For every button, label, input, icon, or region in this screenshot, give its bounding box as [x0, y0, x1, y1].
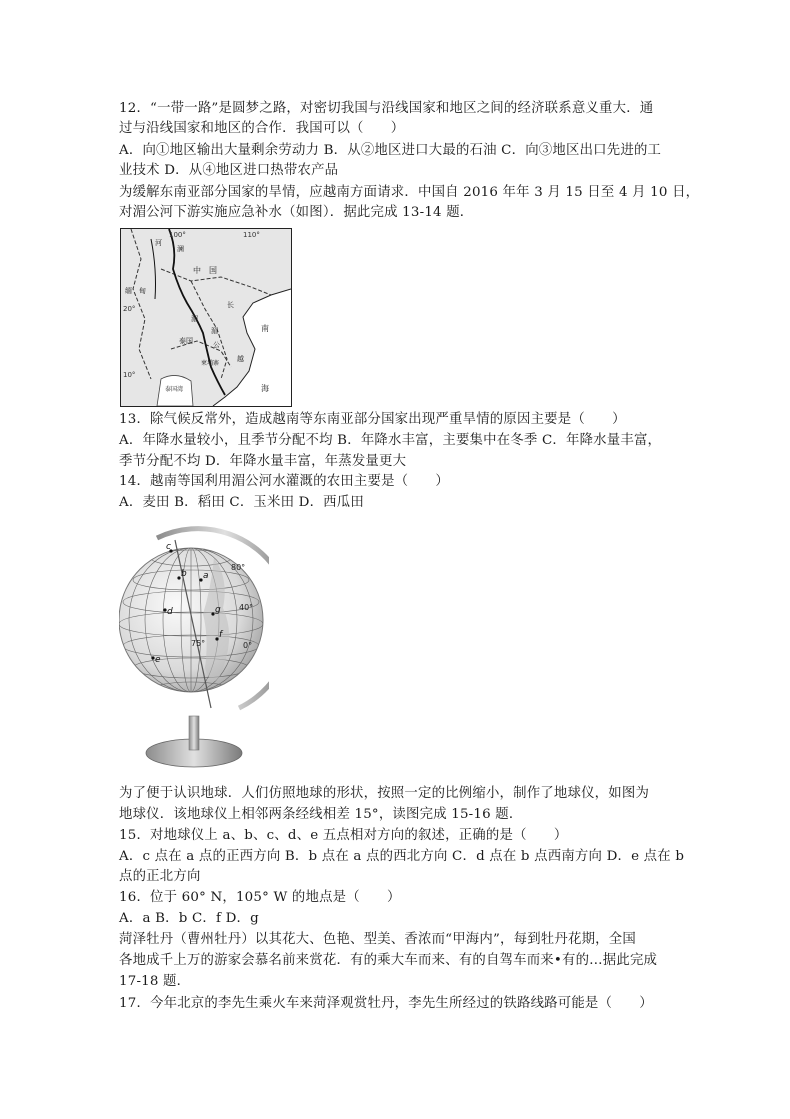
q14-line1: 14．越南等国利用湄公河水灌溉的农田主要是（ ） [119, 474, 450, 489]
label-lancang: 澜 [177, 245, 184, 253]
lon75-label: 75° [191, 639, 206, 648]
q14-line2: A．麦田 B．稻田 C．玉米田 D．西瓜田 [119, 495, 364, 510]
q16-line2: A．a B．b C．f D．g [119, 911, 259, 926]
intro17-line2: 各地成千上万的游家会慕名前来赏花．有的乘大车而来、有的自驾车而来•有的…据此完成 [119, 953, 658, 968]
q12-line1: 12．“一带一路”是圆梦之路，对密切我国与沿线国家和地区之间的经济联系意义重大．通 [119, 101, 654, 116]
label-mekong: 湄 [191, 315, 198, 323]
label-b: b [181, 569, 187, 579]
intro13-line2: 对湄公河下游实施应急补水（如图）．据此完成 13-14 题． [119, 205, 474, 220]
q15-line1: 15．对地球仪上 a、b、c、d、e 五点相对方向的叙述，正确的是（ ） [119, 828, 568, 843]
q17-line1: 17．今年北京的李先生乘火车来菏泽观赏牡丹，李先生所经过的铁路线路可能是（ ） [119, 996, 653, 1011]
mekong-map-figure [120, 228, 292, 407]
label-f: f [219, 630, 223, 640]
lon-100-label: 100° [169, 231, 186, 239]
label-e: e [155, 655, 161, 665]
intro17-line3: 17-18 题． [119, 974, 191, 989]
intro15-line2: 地球仪．该地球仪上相邻两条经线相差 15°，读图完成 15-16 题． [119, 807, 523, 822]
globe-stem [189, 716, 199, 750]
label-thailand: 泰国 [179, 337, 193, 345]
lat-20-label: 20° [123, 305, 136, 313]
lon-110-label: 110° [243, 231, 260, 239]
lat40-label: 40° [239, 603, 254, 612]
label-burma: 缅 甸 [125, 287, 146, 295]
label-china: 中 国 [193, 266, 217, 275]
mekong-map [121, 229, 291, 406]
label-cambodia: 柬埔寨 [201, 360, 220, 367]
q16-line1: 16．位于 60° N，105° W 的地点是（ ） [119, 890, 401, 905]
globe-figure [119, 518, 269, 776]
label-zhao: 湄 [211, 327, 218, 335]
label-a: a [203, 571, 209, 581]
label-gong: 公 [213, 341, 220, 349]
lat0-label: 0° [243, 641, 253, 650]
label-g: g [215, 605, 221, 615]
intro13-line1: 为缓解东南亚部分国家的旱情，应越南方面请求．中国自 2016 年年 3 月 15 日至 4 月 10 日， [119, 185, 700, 200]
intro15-line1: 为了便于认识地球．人们仿照地球的形状，按照一定的比例缩小，制作了地球仪，如图为 [119, 786, 650, 801]
lat80-label: 80° [231, 563, 246, 572]
intro17-line1: 菏泽牡丹（曹州牡丹）以其花大、色艳、型美、香浓而“甲海内”，每到牡丹花期，全国 [119, 932, 636, 947]
q13-line2: A．年降水量较小，且季节分配不均 B．年降水丰富，主要集中在冬季 C．年降水量丰富， [119, 433, 662, 448]
label-sea-1: 南 [261, 324, 269, 333]
label-d: d [167, 607, 173, 617]
q15-line2: A．c 点在 a 点的正西方向 B．b 点在 a 点的西北方向 C．d 点在 b 点西南方向 D．e 点在 b [119, 849, 685, 864]
label-c: c [166, 542, 171, 552]
globe-illustration [119, 518, 269, 776]
lat-10-label: 10° [123, 371, 136, 379]
q15-line3: 点的正北方向 [119, 869, 201, 884]
q13-line3: 季节分配不均 D．年降水量丰富，年蒸发量更大 [119, 454, 407, 469]
q12-options-line2: 业技术 D．从④地区进口热带农产品 [119, 163, 339, 178]
q12-options-line1: A．向①地区输出大量剩余劳动力 B．从②地区进口大最的石油 C．向③地区出口先进的工 [119, 143, 662, 158]
label-river: 河 [155, 239, 162, 247]
label-gulf: 泰国湾 [165, 386, 184, 393]
q12-line2: 过与沿线国家和地区的合作．我国可以（ ） [119, 121, 405, 136]
label-vn: 越 [237, 355, 244, 363]
label-chang: 长 [227, 301, 234, 309]
q13-line1: 13．除气候反常外，造成越南等东南亚部分国家出现严重旱情的原因主要是（ ） [119, 412, 626, 427]
label-sea-2: 海 [261, 384, 269, 393]
